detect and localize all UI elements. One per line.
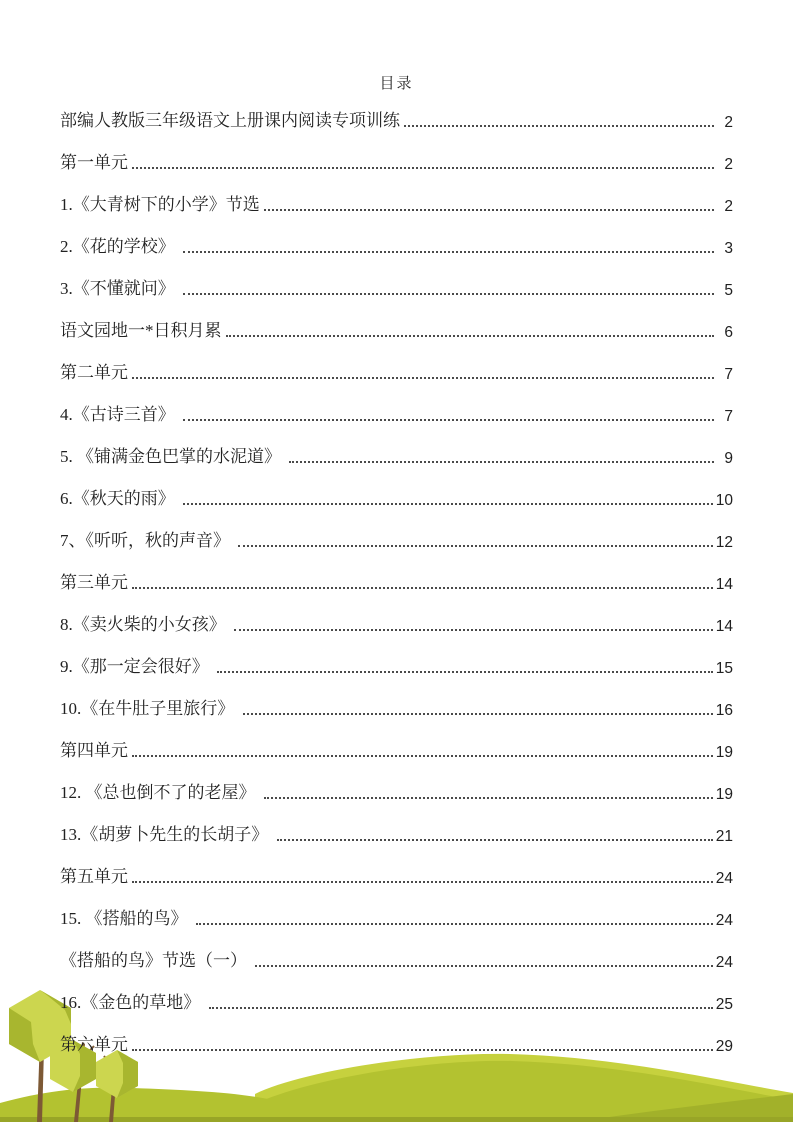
- toc-leader-dots: [132, 755, 713, 757]
- toc-entry[interactable]: [60, 686, 733, 728]
- toc-entry-label: 《搭船的鸟》节选（一）: [60, 951, 252, 971]
- toc-entry-label: 部编人教版三年级语文上册课内阅读专项训练: [60, 111, 400, 131]
- toc-entry[interactable]: [60, 518, 733, 560]
- toc-leader-dots: [234, 629, 713, 631]
- toc-entry-label: 6.《秋天的雨》: [60, 489, 179, 509]
- toc-entry-page: 29: [715, 1037, 733, 1055]
- toc-entry[interactable]: [60, 602, 733, 644]
- toc-leader-dots: [132, 881, 713, 883]
- toc-leader-dots: [183, 251, 714, 253]
- toc-entry-label: 5. 《铺满金色巴掌的水泥道》: [60, 447, 286, 467]
- toc-leader-dots: [217, 671, 713, 673]
- toc-entry[interactable]: [60, 266, 733, 308]
- toc-leader-dots: [132, 1049, 713, 1051]
- toc-entry[interactable]: [60, 560, 733, 602]
- bottom-strip-shape: [0, 1117, 793, 1122]
- toc-leader-dots: [255, 965, 713, 967]
- toc-leader-dots: [183, 503, 713, 505]
- toc-entry[interactable]: [60, 728, 733, 770]
- toc-leader-dots: [132, 167, 714, 169]
- toc-entry-label: 12. 《总也倒不了的老屋》: [60, 783, 260, 803]
- toc-entry-label: 第三单元: [60, 573, 128, 593]
- toc-entry-page: 2: [724, 155, 733, 173]
- toc-leader-dots: [226, 335, 715, 337]
- toc-leader-dots: [132, 587, 713, 589]
- toc-entry[interactable]: [60, 644, 733, 686]
- toc-entry-label: 3.《不懂就问》: [60, 279, 179, 299]
- toc-leader-dots: [183, 419, 714, 421]
- toc-entry-page: 21: [715, 827, 733, 845]
- toc-entry[interactable]: [60, 98, 733, 140]
- toc-entry[interactable]: [60, 980, 733, 1022]
- toc-entry-page: 15: [715, 659, 733, 677]
- toc-entry-label: 第四单元: [60, 741, 128, 761]
- toc-entry-label: 13.《胡萝卜先生的长胡子》: [60, 825, 273, 845]
- toc-entry-page: 2: [724, 113, 733, 131]
- toc-entry-page: 7: [724, 407, 733, 425]
- toc-entry[interactable]: [60, 392, 733, 434]
- toc-entry[interactable]: [60, 350, 733, 392]
- toc-entry-label: 语文园地一*日积月累: [60, 321, 222, 341]
- toc-entry-page: 5: [724, 281, 733, 299]
- toc-leader-dots: [183, 293, 714, 295]
- toc-entry[interactable]: [60, 182, 733, 224]
- toc-entry-page: 7: [724, 365, 733, 383]
- toc-leader-dots: [264, 209, 714, 211]
- toc-entry-page: 25: [715, 995, 733, 1013]
- toc-leader-dots: [404, 125, 714, 127]
- toc-entry[interactable]: [60, 224, 733, 266]
- toc-entry-label: 第六单元: [60, 1035, 128, 1055]
- toc-entry[interactable]: [60, 812, 733, 854]
- toc-leader-dots: [264, 797, 713, 799]
- toc-entry-page: 24: [715, 911, 733, 929]
- toc-leader-dots: [132, 377, 714, 379]
- toc-entry[interactable]: [60, 434, 733, 476]
- toc-leader-dots: [209, 1007, 713, 1009]
- toc-entry-page: 14: [715, 617, 733, 635]
- toc-entry-page: 6: [724, 323, 733, 341]
- toc-entry-label: 第二单元: [60, 363, 128, 383]
- toc-entry[interactable]: [60, 1022, 733, 1064]
- toc-entry-page: 19: [715, 785, 733, 803]
- toc-leader-dots: [289, 461, 714, 463]
- toc-entry-label: 第五单元: [60, 867, 128, 887]
- toc-leader-dots: [277, 839, 713, 841]
- toc-entry-page: 24: [715, 869, 733, 887]
- toc-entry-label: 2.《花的学校》: [60, 237, 179, 257]
- toc-entry[interactable]: [60, 854, 733, 896]
- toc-entry-page: 10: [715, 491, 733, 509]
- toc-entry-label: 16.《金色的草地》: [60, 993, 205, 1013]
- toc-entry-page: 19: [715, 743, 733, 761]
- toc-entry-page: 2: [724, 197, 733, 215]
- toc-entry[interactable]: [60, 308, 733, 350]
- toc-entry[interactable]: [60, 140, 733, 182]
- toc-entry[interactable]: [60, 938, 733, 980]
- page-title: 目录: [379, 76, 414, 92]
- toc-entry-label: 15. 《搭船的鸟》: [60, 909, 192, 929]
- toc-entry-label: 9.《那一定会很好》: [60, 657, 213, 677]
- table-of-contents: [0, 98, 793, 1064]
- toc-entry[interactable]: [60, 770, 733, 812]
- toc-entry-page: 24: [715, 953, 733, 971]
- toc-entry-label: 8.《卖火柴的小女孩》: [60, 615, 230, 635]
- toc-entry-label: 1.《大青树下的小学》节选: [60, 195, 260, 215]
- toc-leader-dots: [196, 923, 713, 925]
- toc-entry-label: 7、《听听，秋的声音》: [60, 531, 235, 551]
- toc-leader-dots: [243, 713, 713, 715]
- toc-entry-page: 12: [715, 533, 733, 551]
- toc-entry-page: 3: [724, 239, 733, 257]
- toc-leader-dots: [238, 545, 713, 547]
- toc-entry-label: 4.《古诗三首》: [60, 405, 179, 425]
- toc-entry-page: 16: [715, 701, 733, 719]
- toc-entry-page: 14: [715, 575, 733, 593]
- toc-entry[interactable]: [60, 896, 733, 938]
- toc-entry-page: 9: [724, 449, 733, 467]
- toc-entry-label: 第一单元: [60, 153, 128, 173]
- toc-entry-label: 10.《在牛肚子里旅行》: [60, 699, 239, 719]
- toc-entry[interactable]: [60, 476, 733, 518]
